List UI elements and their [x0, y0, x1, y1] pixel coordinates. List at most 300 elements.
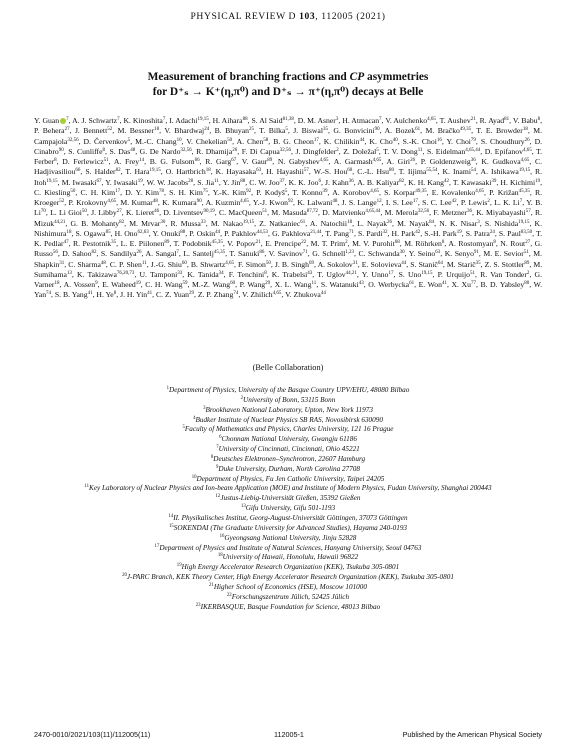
- affiliation-text: Duke University, Durham, North Carolina 27708: [218, 464, 360, 473]
- author-affiliation-ref: 27: [116, 209, 122, 215]
- author-name: I. S. Lee: [385, 198, 413, 207]
- author-name: R. Garg: [205, 157, 232, 166]
- author-name: H. Kichimi: [500, 177, 536, 187]
- author-name: T. Uglov: [317, 269, 346, 279]
- author-affiliation-ref: 51: [470, 270, 476, 276]
- author: [318, 260, 358, 269]
- author-name: Y. Choi: [446, 136, 471, 146]
- author: [273, 137, 319, 146]
- author-name: U. Tamponi: [139, 269, 178, 279]
- author-name: Y. B. Li: [34, 198, 543, 218]
- author-affiliation-ref: 4,65: [240, 199, 249, 204]
- affiliation-number: 17: [154, 543, 160, 549]
- affiliation-number: 19: [176, 563, 182, 569]
- author: [271, 208, 318, 217]
- author-name: S. C. Lee: [422, 198, 452, 207]
- title-line-1: [148, 71, 429, 83]
- author-affiliation-ref: 30: [399, 250, 405, 256]
- author-name: D. Cinabro: [34, 136, 543, 156]
- author-affiliation-ref: 17: [388, 270, 394, 276]
- author-affiliation-ref: 2: [345, 240, 348, 245]
- author-name: M. Masuda: [271, 208, 307, 218]
- author-name: S. H. Kim: [169, 187, 203, 197]
- author: [278, 157, 329, 166]
- author-affiliation-ref: 36: [466, 209, 472, 215]
- author: [481, 157, 529, 166]
- author-name: S. Cunliffe: [68, 146, 103, 156]
- author-name: X. L. Wang: [274, 280, 312, 289]
- author: [513, 116, 540, 125]
- author-name: A. Korobov: [332, 187, 371, 197]
- author-name: P. Behera: [34, 126, 65, 136]
- author-affiliation-ref: 74: [233, 291, 239, 297]
- author-affiliation-ref: 87,72: [306, 209, 319, 215]
- author-affiliation-ref: 18: [54, 281, 60, 286]
- author: [292, 188, 327, 197]
- author-affiliation-ref: 18: [154, 127, 160, 133]
- author-name: V. Zhukova: [285, 290, 321, 300]
- affiliation-list: [60, 386, 516, 612]
- author-name: F. Metzner: [433, 208, 467, 218]
- author: [448, 239, 495, 248]
- author-name: J. Kahn: [325, 177, 349, 187]
- author-name: Z. Natkaniec: [259, 218, 301, 228]
- affiliation-number: 10: [191, 474, 197, 480]
- author: [310, 219, 352, 228]
- affiliation-text: II. Physikalisches Institut, Georg-August-Universität Göttingen, 37073 Göttingen: [173, 513, 408, 522]
- author-affiliation-ref: 32,56: [279, 147, 291, 153]
- author: [114, 157, 144, 166]
- author-affiliation-ref: 13: [66, 270, 72, 276]
- author-name: N. K. Nisar: [439, 218, 478, 228]
- author-affiliation-ref: 18: [522, 127, 528, 133]
- author-affiliation-ref: 28: [188, 178, 194, 184]
- author: [325, 178, 354, 187]
- affiliation-text: Gyeongsang National University, Jinju 52828: [224, 533, 357, 542]
- author: [362, 270, 394, 279]
- affiliation-number: 22: [226, 592, 232, 598]
- author: [368, 280, 414, 289]
- author-name: K. Miyabayashi: [476, 208, 526, 218]
- author-affiliation-ref: 70: [40, 209, 46, 215]
- author: [76, 229, 111, 238]
- author-affiliation-ref: 51: [103, 158, 109, 163]
- author-affiliation-ref: 48: [100, 260, 106, 266]
- author: [183, 249, 225, 258]
- author-affiliation-ref: 90: [196, 199, 202, 204]
- affiliation: [60, 504, 516, 514]
- author: [342, 198, 382, 207]
- author-affiliation-ref: 92: [246, 188, 252, 194]
- author-affiliation-ref: 57: [525, 209, 531, 215]
- author-affiliation-ref: 80: [388, 168, 394, 174]
- author: [197, 178, 219, 187]
- author: [399, 270, 433, 279]
- author-name: K. H. Kang: [408, 177, 444, 187]
- author-name: V. Chekelian: [186, 136, 228, 146]
- author-name: T. Aushev: [439, 116, 471, 125]
- footer-issn: 2470-0010/2021/103(11)/112005(11): [34, 730, 151, 739]
- author-affiliation-ref: 19,15: [197, 117, 209, 122]
- author: [489, 188, 530, 197]
- author: [251, 116, 293, 125]
- author-affiliation-ref: 54: [470, 168, 476, 174]
- author-affiliation-ref: 4,65: [372, 158, 382, 163]
- author: [62, 178, 102, 187]
- author-name: E. Solovieva: [361, 259, 402, 269]
- author-name: S. Stanič: [410, 259, 438, 269]
- author: [162, 198, 202, 207]
- affiliation-text: Department of Physics, University of the Basque Country UPV/EHU, 48080 Bilbao: [169, 386, 410, 394]
- author: [123, 116, 165, 125]
- author-name: D. M. Asner: [297, 116, 336, 125]
- author-affiliation-ref: 17: [412, 199, 418, 204]
- author: [383, 147, 422, 156]
- title-cp: CP: [349, 71, 365, 83]
- affiliation-text: IKERBASQUE, Basque Foundation for Science, 48013 Bilbao: [200, 602, 381, 611]
- author: [62, 157, 108, 166]
- author-name: K. Trabelsi: [271, 269, 308, 279]
- affiliation-text: Higher School of Economics (HSE), Moscow 101000: [213, 582, 367, 591]
- author: [151, 260, 187, 269]
- author-name: V. Aulchenko: [385, 116, 428, 125]
- author-name: H. Aihara: [212, 116, 243, 125]
- author-name: D. Sahoo: [62, 249, 92, 259]
- author-name: T. Hara: [125, 167, 150, 177]
- author-name: D. Y. Kim: [125, 187, 159, 197]
- author: [269, 249, 308, 258]
- affiliation: [60, 386, 516, 396]
- author-name: K. Nishimura: [34, 218, 543, 238]
- author-affiliation-ref: 82: [115, 168, 121, 174]
- author-name: Z. S. Stottler: [484, 259, 525, 269]
- author-affiliation-ref: 81,38: [282, 117, 294, 122]
- author-affiliation-ref: 37: [279, 178, 285, 184]
- author: [191, 260, 234, 269]
- author-name: K. Takizawa: [77, 269, 117, 279]
- author: [357, 167, 394, 176]
- author-affiliation-ref: 46: [154, 209, 160, 215]
- author: [476, 126, 527, 135]
- author: [426, 126, 472, 135]
- author-affiliation-ref: 19: [456, 229, 462, 235]
- author-name: I. Adachi: [169, 116, 198, 125]
- author-name: A. Frey: [113, 157, 140, 166]
- author-affiliation-ref: 4,65,44: [465, 147, 481, 153]
- author-name: P. Lewis: [460, 198, 488, 207]
- author-name: C. MacQueen: [219, 208, 263, 218]
- author-name: J. S. Lange: [341, 198, 377, 207]
- author: [68, 260, 106, 269]
- author-name: K. Lieret: [125, 208, 155, 218]
- author: [266, 167, 309, 176]
- author: [146, 249, 179, 258]
- author-affiliation-ref: 33: [200, 219, 206, 225]
- author-name: D. Ferlewicz: [62, 157, 104, 166]
- author-name: B. Shwartz: [190, 259, 226, 269]
- author: [101, 249, 142, 258]
- author-name: P. Kodyš: [256, 187, 285, 197]
- author: [126, 208, 159, 217]
- author-name: T. Pang: [325, 228, 349, 238]
- author-name: G. Pakhlova: [272, 228, 311, 238]
- author-affiliation-ref: 19,15: [518, 219, 530, 225]
- author: [480, 116, 510, 125]
- author-name: T. Iijima: [398, 167, 427, 177]
- author: [170, 219, 205, 228]
- author-name: A. Ishikawa: [480, 167, 519, 177]
- author-affiliation-ref: 26: [524, 137, 530, 143]
- author-name: B. D. Yabsley: [480, 280, 525, 289]
- affiliation-text: J-PARC Branch, KEK Theory Center, High Energy Accelerator Research Organization (KEK), Tsukuba 305-0801: [126, 573, 454, 582]
- author-affiliation-ref: 4,65: [522, 147, 532, 153]
- author: [73, 239, 116, 248]
- author: [75, 126, 112, 135]
- author: [145, 280, 187, 289]
- author-name: S.-K. Choi: [402, 136, 437, 146]
- author: [386, 198, 418, 207]
- author-name: T. E. Browder: [476, 126, 523, 136]
- author: [125, 167, 160, 176]
- author-name: P. Oskin: [189, 228, 216, 238]
- author-affiliation-ref: 78: [158, 188, 164, 194]
- author: [64, 280, 98, 289]
- author-name: G. De Nardo: [139, 146, 181, 156]
- author-name: K. Chilikin: [323, 136, 360, 146]
- author-name: S. B. Yang: [54, 290, 88, 300]
- author-affiliation-ref: 66: [75, 168, 81, 174]
- author-affiliation-ref: 39: [322, 188, 328, 194]
- author-name: K. Tanida: [187, 269, 219, 279]
- author-name: T. Ferber: [34, 146, 543, 166]
- affiliation-number: 1: [166, 386, 170, 391]
- author-affiliation-ref: 69: [308, 260, 314, 266]
- author-affiliation-ref: 42: [415, 229, 421, 235]
- author-affiliation-ref: 50: [265, 260, 271, 266]
- author-affiliation-ref: 3: [335, 117, 339, 122]
- author-affiliation-ref: 12: [376, 199, 382, 204]
- author-name: K. K. Joo: [288, 177, 319, 187]
- author-name: K. Gudkova: [481, 157, 521, 166]
- author-name: S. Sandilya: [100, 249, 137, 259]
- author: [72, 116, 119, 125]
- author: [224, 229, 268, 238]
- author-affiliation-ref: 7: [66, 117, 69, 122]
- author: [121, 239, 170, 248]
- author: [256, 188, 287, 197]
- author: [342, 116, 381, 125]
- author: [289, 178, 321, 187]
- author-affiliation-ref: 8: [441, 240, 445, 245]
- author: [438, 270, 475, 279]
- author-affiliation-ref: 27: [64, 127, 70, 133]
- author-name: G. Russo: [34, 239, 543, 259]
- author-name: H. Park: [391, 228, 416, 238]
- affiliation-number: 9: [216, 464, 219, 470]
- author-affiliation-ref: 90,19: [203, 209, 215, 215]
- author-name: S. Paul: [498, 228, 521, 238]
- author: [242, 147, 291, 156]
- author: [80, 188, 120, 197]
- author: [421, 157, 476, 166]
- affiliation-number: 20: [122, 573, 127, 579]
- author: [164, 126, 209, 135]
- author-name: W. W. Jacobs: [146, 177, 189, 187]
- affiliation: [60, 416, 516, 426]
- author-name: M. Campajola: [34, 126, 542, 146]
- author: [275, 280, 317, 289]
- affiliation: [60, 603, 516, 613]
- author-affiliation-ref: 41: [441, 281, 447, 286]
- author: [408, 178, 449, 187]
- author-affiliation-ref: 11: [311, 281, 317, 286]
- author: [357, 219, 392, 228]
- footer-page-number: 112005-1: [274, 730, 304, 739]
- author-name: V. Bhardwaj: [164, 126, 205, 136]
- author: [439, 219, 479, 228]
- author-affiliation-ref: 10: [176, 137, 182, 143]
- author: [259, 126, 288, 135]
- author-name: H. Hayashii: [266, 167, 304, 177]
- author: [196, 147, 237, 156]
- author: [409, 249, 441, 258]
- title-prefix: Measurement of branching fractions and: [147, 71, 350, 83]
- author-affiliation-ref: 24: [204, 127, 210, 133]
- author-name: G. Varner: [34, 269, 542, 289]
- affiliation: [60, 484, 516, 494]
- author-name: R. Itoh: [34, 167, 543, 187]
- author-name: V. Babu: [512, 116, 538, 125]
- author: [192, 280, 235, 289]
- author-affiliation-ref: 44: [320, 291, 326, 297]
- author-name: Y. Unno: [361, 269, 389, 279]
- author: [447, 260, 481, 269]
- author-affiliation-ref: 9: [95, 281, 98, 286]
- author-name: Z. P. Zhang: [197, 290, 234, 300]
- author-affiliation-ref: 19,15: [242, 219, 255, 225]
- author-affiliation-ref: 3: [477, 219, 480, 225]
- author: [321, 280, 364, 289]
- author-affiliation-ref: 62,63: [137, 229, 149, 235]
- author-affiliation-ref: 47: [63, 240, 69, 245]
- affiliation-text: Chonnam National University, Gwangju 61186: [221, 435, 357, 444]
- author-name: M. V. Purohit: [352, 239, 395, 248]
- author: [358, 249, 404, 258]
- author: [311, 239, 348, 248]
- author: [96, 290, 116, 299]
- author-affiliation-ref: 51: [523, 250, 529, 256]
- author-name: A. Vossen: [63, 280, 96, 289]
- author: [295, 147, 338, 156]
- author: [120, 290, 152, 299]
- author: [293, 126, 328, 135]
- author-affiliation-ref: 44,21: [345, 270, 357, 276]
- author: [150, 157, 200, 166]
- author-name: P. Križan: [489, 187, 519, 197]
- author-name: B. G. Fulsom: [149, 157, 195, 166]
- author-affiliation-ref: 19: [137, 178, 143, 184]
- author-affiliation-ref: 11: [214, 178, 219, 184]
- author: [34, 188, 75, 197]
- author-affiliation-ref: 49,35: [459, 127, 472, 133]
- author: [139, 270, 182, 279]
- author-name: E. Kovalenko: [431, 187, 476, 197]
- author-affiliation-ref: 18: [205, 168, 211, 174]
- author-name: S. Ogawa: [75, 228, 106, 238]
- author-affiliation-ref: 61: [409, 281, 415, 286]
- author: [385, 208, 430, 217]
- author-name: S. Das: [109, 146, 131, 156]
- affiliation-number: 13: [240, 504, 246, 510]
- author-name: V. Popov: [227, 239, 256, 248]
- author: [499, 229, 532, 238]
- author: [140, 147, 192, 156]
- author-name: L. Santelj: [183, 249, 214, 259]
- author: [125, 188, 164, 197]
- author: [85, 167, 120, 176]
- author: [77, 270, 134, 279]
- author: [205, 157, 236, 166]
- author-affiliation-ref: 88: [242, 117, 248, 122]
- author-name: M. Mrvar: [129, 218, 161, 228]
- author-name: A. Sangal: [145, 249, 177, 259]
- author-affiliation-ref: 27: [525, 240, 531, 245]
- author-affiliation-ref: 16: [436, 137, 442, 143]
- author-name: A. Sokolov: [317, 259, 353, 269]
- author-name: T. V. Dong: [383, 146, 418, 156]
- author-name: D. Červenkov: [83, 136, 128, 146]
- author-list: Y. Guan $^7$, A. J. Schwartz$^7$, K. Kinoshita$^7$, I. Adachi$^{19,15}$, H. Aihara$^{88}$, S. Al Said$^{81,38}$, D. M. Asner$^3$, H. Atmacan$^7$, V. Aulchenko$^{4,65}$, T. Aushev$^{21}$, R. Ayad$^{81}$, V. Babu$^8$, P. Behera$^{27}$, J. Bennett$^{52}$, M. Bessner$^{18}$, V. Bhardwaj$^{24}$, B. Bhuyan$^{25}$, T. Bilka$^5$, J. Biswal$^{35}$, G. Bonvicini$^{90}$, A. Bozek$^{61}$, M. Bračko$^{49,35}$, T. E. Browder$^{18}$, M. Campajola$^{32,56}$, D. Červenkov$^5$, M.-C. Chang$^{10}$, V. Chekelian$^{50}$, A. Chen$^{58}$, B. G. Cheon$^{17}$, K. Chilikin$^{44}$, K. Cho$^{40}$, S.-K. Choi$^{16}$, Y. Choi$^{79}$, S. Choudhury$^{26}$, D. Cinabro$^{90}$, S. Cunliffe$^8$, S. Das$^{48}$, G. De Nardo$^{32,56}$, R. Dhamija$^{26}$, F. Di Capua$^{32,56}$, J. Dingfelder$^2$, Z. Doležal$^5$, T. V. Dong$^{11}$, S. Eidelman$^{4,65,44}$, D. Epifanov$^{4,65}$, T. Ferber$^8$, D. Ferlewicz$^{51}$, A. Frey$^{14}$, B. G. Fulsom$^{66}$, R. Garg$^{67}$, V. Gaur$^{89}$, N. Gabyshev$^{4,65}$, A. Garmash$^{4,65}$, A. Giri$^{26}$, P. Goldenzweig$^{36}$, K. Gudkova$^{4,65}$, C. Hadjivasiliou$^{66}$, S. Halder$^{82}$, T. Hara$^{19,15}$, O. Hartbrich$^{18}$, K. Hayasaka$^{63}$, H. Hayashii$^{57}$, W.-S. Hou$^{60}$, C.-L. Hsu$^{80}$, T. Iijima$^{55,54}$, K. Inami$^{54}$, A. Ishikawa$^{19,15}$, R. Itoh$^{19,15}$, M. Iwasaki$^{67}$, Y. Iwasaki$^{19}$, W. W. Jacobs$^{28}$, S. Jia$^{11}$, Y. Jin$^{88}$, C. W. Joo$^{37}$, K. K. Joo$^6$, J. Kahn$^{36}$, A. B. Kaliyar$^{82}$, K. H. Kang$^{42}$, T. Kawasaki$^{39}$, H. Kichimi$^{19}$, C. Kiesling$^{50}$, C. H. Kim$^{17}$, D. Y. Kim$^{78}$, S. H. Kim$^{75}$, Y.-K. Kim$^{92}$, P. Kodyš$^5$, T. Konno$^{39}$, A. Korobov$^{4,65}$, S. Korpar$^{49,35}$, E. Kovalenko$^{4,65}$, P. Križan$^{45,35}$, R. Kroeger$^{52}$, P. Krokovny$^{4,65}$, M. Kumar$^{48}$, K. Kumara$^{90}$, A. Kuzmin$^{4,65}$, Y.-J. Kwon$^{92}$, K. Lalwani$^{48}$, J. S. Lange$^{12}$, I. S. Lee$^{17}$, S. C. Lee$^{42}$, P. Lewis$^2$, L. K. Li$^7$, Y. B. Li$^{70}$, L. Li Gioi$^{50}$, J. Libby$^{27}$, K. Lieret$^{46}$, D. Liventsev$^{90,19}$, C. MacQueen$^{51}$, M. Masuda$^{87,72}$, D. Matvienko$^{4,65,44}$, M. Merola$^{32,56}$, F. Metzner$^{36}$, K. Miyabayashi$^{57}$, R. Mizuk$^{44,21}$, G. B. Mohanty$^{82}$, M. Mrvar$^{30}$, R. Mussa$^{33}$, M. Nakao$^{19,15}$, Z. Natkaniec$^{61}$, A. Natochii$^{18}$, L. Nayak$^{26}$, M. Nayak$^{84}$, N. K. Nisar$^3$, S. Nishida$^{19,15}$, K. Nishimura$^{18}$, S. Ogawa$^{85}$, H. Ono$^{62,63}$, Y. Onuki$^{88}$, P. Oskin$^{44}$, P. Pakhlov$^{44,53}$, G. Pakhlova$^{21,44}$, T. Pang$^{71}$, S. Pardi$^{32}$, H. Park$^{42}$, S.-H. Park$^{19}$, S. Patra$^{24}$, S. Paul$^{83,50}$, T. K. Pedlar$^{47}$, R. Pestotnik$^{35}$, L. E. Piilonen$^{89}$, T. Podobnik$^{45,35}$, V. Popov$^{21}$, E. Prencipe$^{22}$, M. T. Prim$^2$, M. V. Purohit$^{68}$, M. Röhrken$^8$, A. Rostomyan$^8$, N. Rout$^{27}$, G. Russo$^{56}$, D. Sahoo$^{82}$, S. Sandilya$^{26}$, A. Sangal$^7$, L. Santelj$^{45,35}$, T. Sanuki$^{86}$, V. Savinov$^{71}$, G. Schnell$^{1,23}$, C. Schwanda$^{30}$, Y. Seino$^{63}$, K. Senyo$^{91}$, M. E. Sevior$^{51}$, M. Shapkin$^{31}$, C. Sharma$^{48}$, C. P. Shen$^{11}$, J.-G. Shiu$^{60}$, B. Shwartz$^{4,65}$, F. Simon$^{50}$, J. B. Singh$^{69}$, A. Sokolov$^{31}$, E. Solovieva$^{44}$, S. Stanič$^{64}$, M. Starič$^{35}$, Z. S. Stottler$^{89}$, M. Sumihama$^{13}$, K. Takizawa$^{76,20,73}$, U. Tamponi$^{33}$, K. Tanida$^{34}$, F. Tenchini$^8$, K. Trabelsi$^{43}$, T. Uglov$^{44,21}$, Y. Unno$^{17}$, S. Uno$^{19,15}$, P. Urquijo$^{51}$, R. Van Tonder$^2$, G. Varner$^{18}$, A. Vossen$^9$, E. Waheed$^{19}$, C. H. Wang$^{59}$, M.-Z. Wang$^{60}$, P. Wang$^{29}$, X. L. Wang$^{11}$, S. Watanuki$^{43}$, O. Werbycka$^{61}$, E. Won$^{41}$, X. Xu$^{77}$, B. D. Yabsley$^{80}$, W. Yan$^{74}$, S. B. Yang$^{41}$, H. Ye$^8$, J. H. Yin$^{41}$, C. Z. Yuan$^{29}$, Z. P. Zhang$^{74}$, V. Zhilich$^{4,65}$, V. Zhukova$^{44}$: [34, 116, 543, 300]
- author-name: R. Dhamija: [196, 146, 233, 156]
- author-affiliation-ref: 89: [524, 260, 530, 266]
- author-affiliation-ref: 44: [215, 229, 221, 235]
- author-affiliation-ref: 7: [162, 117, 166, 122]
- author: [129, 219, 165, 228]
- author-affiliation-ref: 5: [127, 137, 131, 143]
- author: [432, 188, 484, 197]
- author-affiliation-ref: 21: [470, 117, 476, 122]
- author-name: F. Di Capua: [241, 146, 280, 156]
- author-name: M.-Z. Wang: [192, 280, 231, 289]
- author-name: M. Merola: [384, 208, 418, 218]
- author-affiliation-ref: 4,65: [107, 199, 117, 204]
- author: [91, 208, 122, 217]
- affiliation-text: Department of Physics, Fu Jen Catholic University, Taipei 24205: [196, 474, 385, 483]
- author-affiliation-ref: 25: [249, 127, 254, 133]
- author-name: C. Hadjivasiliou: [34, 157, 543, 177]
- author-name: F. Simon: [238, 259, 266, 269]
- author-affiliation-ref: 26: [410, 158, 416, 163]
- author-affiliation-ref: 44,21: [54, 219, 66, 225]
- author: [334, 157, 382, 166]
- author-affiliation-ref: 84: [429, 219, 435, 225]
- author: [387, 157, 416, 166]
- author-name: E. Won: [418, 280, 442, 289]
- author: [242, 290, 281, 299]
- author: [461, 198, 490, 207]
- affiliation-number: 14: [168, 513, 174, 519]
- author-name: R. Mizuk: [34, 208, 543, 228]
- author-affiliation-ref: 19,15: [46, 178, 58, 184]
- author-affiliation-ref: 2: [487, 199, 490, 204]
- author-name: O. Werbycka: [368, 280, 410, 289]
- affiliation: [60, 475, 516, 485]
- author-name: R. Ayad: [479, 116, 505, 125]
- author-affiliation-ref: 90: [58, 147, 64, 153]
- author: [481, 137, 530, 146]
- author-affiliation-ref: 77: [470, 281, 476, 286]
- author-name: M. Röhrken: [404, 239, 442, 248]
